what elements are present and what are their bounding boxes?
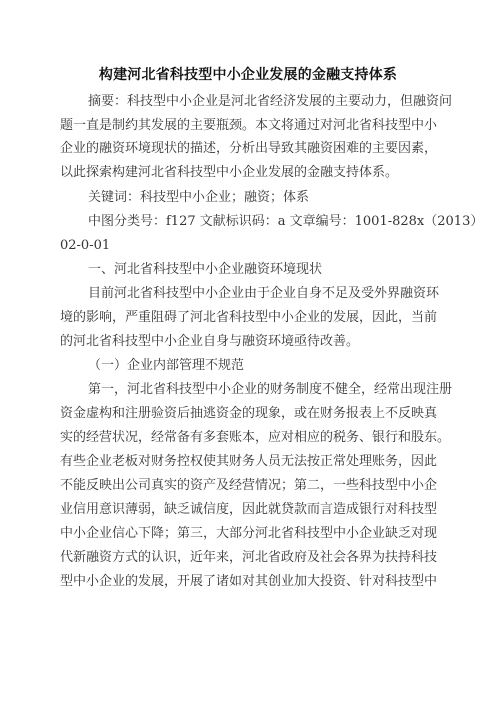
abstract-line-3: 企业的融资环境现状的描述，分析出导致其融资困难的主要因素， [60, 141, 438, 156]
document-title: 构建河北省科技型中小企业发展的金融支持体系 [98, 67, 398, 83]
paragraph-line: 有些企业老板对财务控权使其财务人员无法按正常处理账务，因此 [60, 454, 438, 469]
abstract-line-1: 摘要：科技型中小企业是河北省经济发展的主要动力，但融资问 [88, 94, 453, 109]
paragraph-line: 境的影响，严重阻碍了河北省科技型中小企业的发展，因此，当前 [60, 310, 438, 325]
paragraph-line: 代新融资方式的认识，近年来，河北省政府及社会各界为扶持科技 [60, 550, 438, 565]
keywords-line: 关键词：科技型中小企业；融资；体系 [88, 190, 310, 205]
abstract-line-4: 以此探索构建河北省科技型中小企业发展的金融支持体系。 [60, 165, 399, 180]
paragraph-line: 型中小企业的发展，开展了诸如对其创业加大投资、针对科技型中 [60, 574, 438, 589]
classification-line-2: 02-0-01 [60, 238, 111, 253]
paragraph-line: 业信用意识薄弱，缺乏诚信度，因此就贷款而言造成银行对科技型 [60, 502, 438, 517]
paragraph-line: 目前河北省科技型中小企业由于企业自身不足及受外界融资环 [88, 286, 440, 301]
paragraph-line: 的河北省科技型中小企业自身与融资环境亟待改善。 [60, 334, 360, 349]
paragraph-line: 第一，河北省科技型中小企业的财务制度不健全，经常出现注册 [88, 382, 453, 397]
abstract-line-2: 题一直是制约其发展的主要瓶颈。本文将通过对河北省科技型中小 [60, 118, 438, 133]
paragraph-line: 资金虚构和注册验资后抽逃资金的现象，或在财务报表上不反映真 [60, 406, 438, 421]
subsection-heading: （一）企业内部管理不规范 [88, 358, 245, 373]
section-heading: 一、河北省科技型中小企业融资环境现状 [88, 262, 323, 277]
paragraph-line: 中小企业信心下降；第三，大部分河北省科技型中小企业缺乏对现 [60, 526, 438, 541]
classification-line-1: 中图分类号：f127 文献标识码：a 文章编号：1001-828x（2013） [88, 214, 484, 229]
paragraph-line: 实的经营状况，经常备有多套账本，应对相应的税务、银行和股东。 [60, 430, 451, 445]
paragraph-line: 不能反映出公司真实的资产及经营情况；第二，一些科技型中小企 [60, 478, 438, 493]
